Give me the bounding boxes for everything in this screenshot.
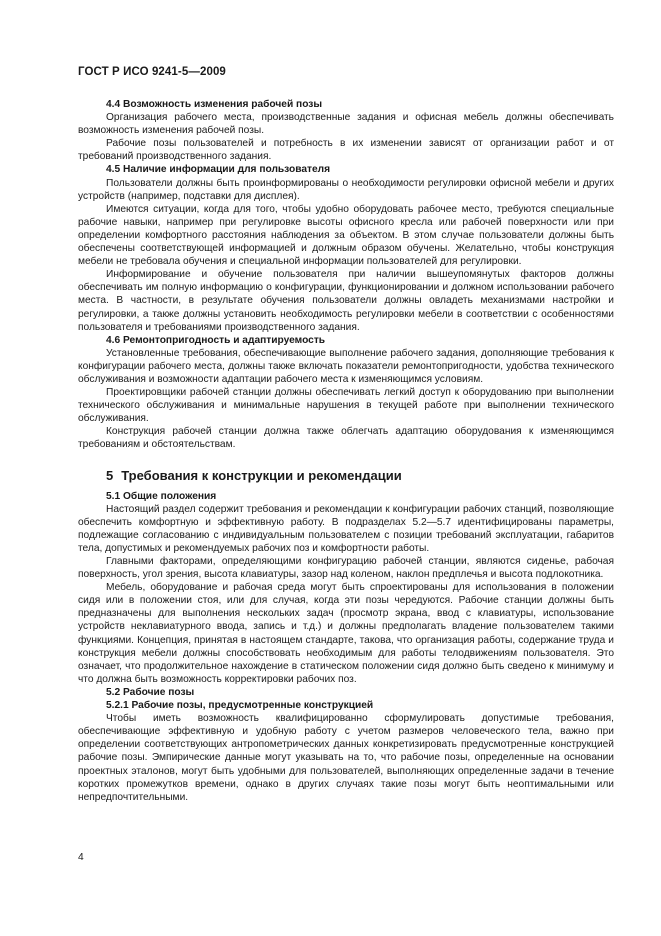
paragraph: Установленные требования, обеспечивающие выполнение рабочего задания, дополняющие требования к конфигурации рабочего места, должны также включать показатели ремонтопригодности, удобства технического обслуживания и возможности адаптации рабочего места к изменяющимся условиям. (78, 347, 614, 385)
paragraph: Конструкция рабочей станции должна также облегчать адаптацию оборудования к изменяющимся требованиям и обстоятельствам. (78, 426, 614, 451)
subsection-heading: 5.2.1 Рабочие позы, предусмотренные конструкцией (106, 700, 374, 712)
paragraph: Главными факторами, определяющими конфигурацию рабочей станции, являются сиденье, рабочая поверхность, угол зрения, высота клавиатуры, зазор над коленом, наклон предплечья и высота подлокотника. (78, 556, 614, 581)
paragraph: Организация рабочего места, производственные задания и офисная мебель должны обеспечивать возможность изменения рабочей позы. (78, 112, 614, 137)
document-header: ГОСТ Р ИСО 9241-5—2009 (78, 66, 226, 78)
paragraph: Пользователи должны быть проинформированы о необходимости регулировки офисной мебели и других устройств (например, подставки для дисплея). (78, 177, 614, 202)
section-heading: 5.2 Рабочие позы (106, 686, 195, 698)
paragraph: Мебель, оборудование и рабочая среда могут быть спроектированы для использования в положении сидя или в положении стоя, или для случая, когда эти позы чередуются. Рабочие станции должны быть предназначены для выполнения нескольких задач (просмотр экрана, ввод с клавиатуры, использование устройств неклавиатурного ввода, запись и т.д.) и должны предполагать владение пользователем такими функциями. Концепция, принятая в настоящем стандарте, такова, что организация работы, содержание труда и конструкция мебели должны способствовать необходимым для работы телодвижениям пользователя. Это означает, что продолжительное нахождение в статическом положении сидя должно быть сведено к минимуму и что должна быть возможность корректировки рабочих поз. (78, 582, 614, 685)
document-body (78, 98, 614, 804)
section-heading: 4.5 Наличие информации для пользователя (106, 164, 331, 176)
chapter-title: Требования к конструкции и рекомендации (121, 467, 402, 483)
page-number: 4 (78, 852, 84, 863)
paragraph: Рабочие позы пользователей и потребность в их изменении зависят от организации работ и от требований производственного задания. (78, 138, 614, 163)
chapter-heading (78, 468, 614, 484)
paragraph: Имеются ситуации, когда для того, чтобы удобно оборудовать рабочее место, требуются специальные рабочие навыки, например при регулировке высоты офисного кресла или рабочей поверхности или при определении комфортного расстояния наблюдения за объектом. В этом случае пользователи должны быть обеспечены соответствующей информацией и должным образом обучены. Желательно, чтобы конструкция мебели не требовала обучения и специальной информации пользователей для регулировки. (78, 203, 614, 268)
chapter-number: 5 (106, 467, 114, 483)
paragraph: Чтобы иметь возможность квалифицированно сформулировать допустимые требования, обеспечивающие эффективную и удобную работу с учетом размеров человеческого тела, важно при определении соответствующих антропометрических данных конкретизировать предусмотренные конструкцией рабочие позы. Эмпирические данные могут указывать на то, что рабочие позы, определенные на основании проектных эталонов, могут быть удобными для пользователей, выполняющих определенные задачи в течение коротких промежутков времени, однако в других случаях такие позы могут быть неоптимальными или непредпочтительными. (78, 713, 614, 803)
section-heading: 4.6 Ремонтопригодность и адаптируемость (106, 334, 326, 346)
paragraph: Информирование и обучение пользователя при наличии вышеупомянутых факторов должны обеспечивать им полную информацию о конфигурации, функционировании и должном использовании рабочего места. В частности, в результате обучения пользователи должны овладеть механизмами настройки и регулировки, а также должны установить необходимость регулировки мебели в соответствии с особенностями пользователя и требованиями производственного задания. (78, 269, 614, 333)
paragraph: Настоящий раздел содержит требования и рекомендации к конфигурации рабочих станций, позволяющие обеспечить комфортную и эффективную работу. В подразделах 5.2—5.7 идентифицированы параметры, подлежащие согласованию с индивидуальным пользователем с позиции требований эксплуатации, габаритов тела, допустимых и рекомендуемых рабочих поз и комфортности работы. (78, 503, 614, 554)
section-heading: 5.1 Общие положения (106, 490, 217, 502)
section-heading: 4.4 Возможность изменения рабочей позы (106, 99, 323, 110)
paragraph: Проектировщики рабочей станции должны обеспечивать легкий доступ к оборудованию при выполнении технического обслуживания и минимальные нарушения в текущей работе при выполнении технического обслуживания. (78, 387, 614, 425)
